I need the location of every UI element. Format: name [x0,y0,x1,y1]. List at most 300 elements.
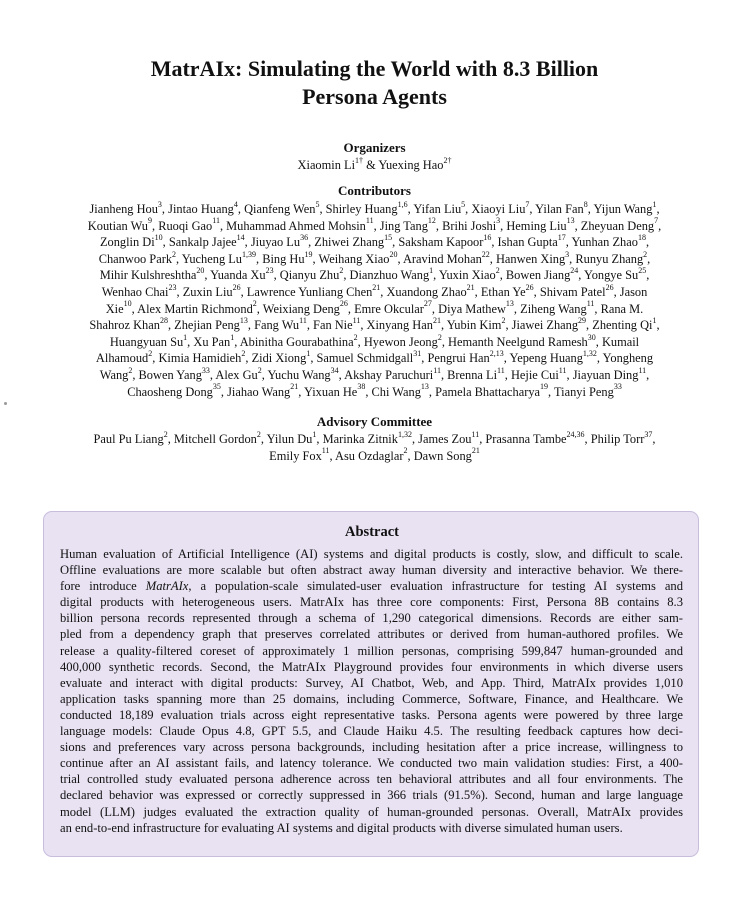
affiliation-mark: 21 [290,382,299,392]
author-name: Brenna Li [447,367,498,382]
author-name: Ziheng Wang [520,301,587,316]
affiliation-mark: 4 [233,199,238,209]
author-entry [554,382,622,399]
author-entry [280,268,344,282]
author-entry [173,429,261,446]
author-entry [584,268,646,282]
affiliation-mark: 13 [566,216,575,226]
affiliation-mark: 26 [232,282,241,292]
author-entry [254,318,307,332]
author-entry [498,235,566,249]
author-line: Zonglin Di$^{10}$, Sankalp Jajee$^{14}$, Jiuyao Lu$^{36}$, Zhiwei Zhang$^{15}$, Saksham Kapoor$^{16}$, Ishan Gupta$^{17}$, Yunhan Zhao$^{18}$, [99,233,650,250]
organizers-heading: Organizers [343,140,406,155]
affiliation-mark: 28 [159,316,168,326]
affiliation-mark: 21 [466,282,475,292]
contributors-list [42,201,707,400]
paper-title [60,55,689,111]
affiliation-mark: 11 [558,365,567,375]
author-name: Xu Pan [193,334,231,349]
author-entry [602,335,639,349]
affiliation-mark: 2 [353,332,358,342]
author-name: Shivam Patel [539,284,606,299]
author-entry [354,299,432,316]
affiliation-mark: 12 [427,216,436,226]
affiliation-mark: 11 [321,446,330,456]
author-name: Qianyu Zhu [279,268,340,283]
author-name: Zhenting Qi [592,318,653,333]
author-name: Jianheng Hou [89,202,158,216]
author-entry [252,351,311,365]
affiliation-mark: 27 [423,299,432,309]
author-name: Ishan Gupta [497,235,558,250]
author-line: Koutian Wu$^9$, Ruoqi Gao$^{11}$, Muhammad Ahmed Mohsin$^{11}$, Jing Tang$^{12}$, Brihi Joshi$^3$, Heming Liu$^{13}$, Zheyuan Deng$^7$, [87,216,662,233]
affiliation-mark: 19 [540,382,549,392]
author-name: Paul Pu Liang [93,432,164,446]
affiliation-mark: 2 [495,266,500,276]
affiliation-mark: 2 [163,429,168,439]
author-line: Jianheng Hou$^3$, Jintao Huang$^4$, Qianfeng Wen$^5$, Shirley Huang$^{1,6}$, Yifan Liu$^5$, Xiaoyi Liu$^7$, Yilan Fan$^8$, Yijun Wang$^1$, [89,199,660,216]
author-name: Jing Tang [379,218,428,233]
author-name: Dawn Song [413,448,472,463]
author-entry [471,199,530,216]
author-line: Alhamoud$^2$, Kimia Hamidieh$^2$, Zidi Xiong$^1$, Samuel Schmidgall$^{31}$, Pengrui Han$^{2,13}$, Yepeng Huang$^{1,32}$, Yongheng [95,349,654,366]
abstract-line: billion persona records represented through a schema of 1,290 categorical dimensions. Records are either sam- [60,611,683,626]
author-entry [267,365,339,382]
author-entry [210,268,273,282]
author-entry [158,216,220,233]
author-entry [572,365,647,382]
author-entry [137,299,257,316]
abstract-line: declared behavior was expressed or correctly suppressed in 366 trials (91.5%). Second, human and large language [60,788,683,803]
author-entry [318,249,398,266]
author-name: Philip Torr [590,432,645,446]
author-name: Emre Okcular [354,301,424,316]
author-entry [239,332,358,349]
author-name: Ethan Ye [480,284,526,299]
affiliation-mark: 5 [461,199,466,209]
author-name: Yuxin Xiao [438,268,496,283]
author-name: Hejie Cui [510,367,559,382]
author-entry [539,282,614,299]
affiliation-mark: 1 [183,332,188,342]
author-line: Wang$^2$, Bowen Yang$^{33}$, Alex Gu$^2$, Yuchu Wang$^{34}$, Akshay Paruchuri$^{11}$, Brenna Li$^{11}$, Hejie Cui$^{11}$, Jiayuan Ding$^{11}$, [99,365,650,382]
author-entry [495,249,570,266]
author-name: Jintao Huang [168,202,234,216]
author-entry [168,199,238,216]
affiliation-mark: 33 [613,382,622,392]
affiliation-mark: 24 [570,266,579,276]
author-entry [620,285,648,299]
abstract-line: digital products with heterogeneous users. MatrAIx has three core components: First, Persona 8B contains 8.3 [60,595,683,610]
affiliation-mark: 10 [154,233,163,243]
author-name: Chanwoo Park [98,251,173,266]
author-entry [182,282,241,299]
author-name: Zhiwei Zhang [314,235,385,250]
author-entry [181,249,256,266]
affiliation-mark: 1 [312,429,317,439]
author-name: Fan Nie [313,318,353,333]
author-name: Jiuyao Lu [250,235,301,250]
author-name: Yuexing Hao [378,158,444,172]
author-entry [314,235,392,249]
author-name: Chaosheng Dong [127,384,213,399]
author-entry [226,216,374,233]
author-entry [138,365,210,382]
author-name: Emily Fox [269,448,322,463]
author-entry [363,332,442,349]
author-name: Xuandong Zhao [386,284,467,299]
affiliation-mark: 1 [306,349,311,359]
author-entry [244,199,320,216]
author-name: Rana M. [600,301,644,316]
abstract-line: Offline evaluations are more scalable but often abstract away human diversity and interactive behavior. We there- [60,563,683,578]
affiliation-mark: 11 [586,299,595,309]
author-entry [413,446,480,463]
author-name: Asu Ozdaglar [335,448,404,463]
author-name: Hemanth Neelgund Ramesh [448,334,588,349]
author-name: Yijun Wang [593,202,653,216]
author-name: Aravind Mohan [402,251,482,266]
abstract-line: fore introduce MatrAIx, a population-scale simulated-user evaluation infrastructure for testing AI systems and [60,579,683,594]
author-name: Hanwen Xing [495,251,566,266]
author-name: Pamela Bhattacharya [435,384,541,399]
author-name: Diya Mathew [438,301,506,316]
author-name: Weixiang Deng [262,301,340,316]
author-name: Yubin Kim [446,318,502,333]
author-entry [262,249,313,266]
author-name: Heming Liu [506,218,567,233]
author-name: Samuel Schmidgall [316,351,414,366]
author-name: Brihi Joshi [442,218,497,233]
author-entry [174,318,248,332]
author-entry [447,318,506,332]
author-entry [99,365,133,382]
author-name: Saksham Kapoor [398,235,484,250]
author-name: Jiahao Wang [227,384,291,399]
author-entry [215,365,262,382]
author-name: Jiayuan Ding [572,367,639,382]
author-entry [438,299,514,316]
abstract-line: 400,000 synthetic records. Second, the MatrAIx Playground provides four environments in which diverse users [60,659,683,674]
affiliation-mark: 2 [437,332,442,342]
affiliation-mark: 11 [365,216,374,226]
author-name: Wang [99,367,129,382]
author-entry [593,199,657,216]
author-name: Kimia Hamidieh [158,351,242,366]
author-entry [367,318,441,332]
affiliation-mark: 17 [557,233,566,243]
affiliation-mark: 1 [652,199,657,209]
author-entry [371,382,429,399]
author-entry [158,351,245,365]
author-name: Zuxin Liu [182,284,233,299]
author-name: Mitchell Gordon [173,432,257,446]
affiliation-mark: 26 [525,282,534,292]
affiliation-mark: 11 [212,216,220,226]
affiliation-mark: 2 [148,349,153,359]
author-name: Runyu Zhang [575,251,644,266]
author-entry [251,235,308,249]
affiliation-mark: 2 [257,365,262,375]
author-entry [447,365,505,382]
author-name: Akshay Paruchuri [344,367,434,382]
author-entry [575,249,648,266]
affiliation-mark: 1,32 [582,349,597,359]
affiliation-mark: 37 [644,429,653,439]
abstract-line: trial controlled study evaluated persona adherence across ten behavioral attributes and all four environments. The [60,772,683,787]
affiliation-mark: 2 [501,316,506,326]
author-entry [322,429,412,446]
affiliation-mark: 18 [637,233,646,243]
affiliation-mark: 1 [429,266,434,276]
author-name: Alhamoud [95,351,149,366]
title-line-2: Persona Agents [302,84,447,109]
author-entry [402,249,490,266]
affiliation-mark: 11 [497,365,505,375]
author-name: Fang Wu [254,318,300,333]
affiliation-mark: 1 [652,316,657,326]
author-name: Zhejian Peng [174,318,240,333]
affiliation-mark: 8 [583,199,588,209]
author-entry [303,382,366,399]
affiliation-mark: 1,6 [397,199,408,209]
author-name: Xiaoyi Liu [471,202,526,216]
author-name: Yifan Liu [413,202,462,216]
author-name: Yucheng Lu [181,251,242,266]
author-entry [100,268,205,282]
author-entry [448,332,596,349]
affiliation-mark: 35 [212,382,221,392]
author-entry [350,268,434,282]
affiliation-mark: 11 [638,365,647,375]
author-line: Huangyuan Su$^1$, Xu Pan$^1$, Abinitha Gourabathina$^2$, Hyewon Jeong$^2$, Hemanth Neelgund Ramesh$^{30}$, Kumail [109,332,640,349]
author-name: Lawrence Yunliang Chen [246,284,373,299]
author-entry [169,235,245,249]
author-entry [193,332,235,349]
affiliation-mark: 16 [483,233,492,243]
affiliation-mark: 2 [172,249,177,259]
author-name: Sankalp Jajee [168,235,237,250]
author-line: Chanwoo Park$^2$, Yucheng Lu$^{1,39}$, Bing Hu$^{19}$, Weihang Xiao$^{20}$, Aravind Mohan$^{22}$, Hanwen Xing$^3$, Runyu Zhang$^2$, [98,249,651,266]
affiliation-mark: 13 [420,382,429,392]
affiliation-mark: 13 [505,299,514,309]
affiliation-mark: 23 [168,282,177,292]
affiliation-mark: 11 [352,316,361,326]
author-entry [262,299,348,316]
author-name: Koutian Wu [87,218,148,233]
author-name: Xinyang Han [366,318,433,333]
affiliation-mark: 3 [157,199,162,209]
author-name: Yuanda Xu [210,268,266,283]
author-entry [601,302,644,316]
author-line: Shahroz Khan$^{28}$, Zhejian Peng$^{13}$, Fang Wu$^{11}$, Fan Nie$^{11}$, Xinyang Han$^{21}$, Yubin Kim$^2$, Jiawei Zhang$^{29}$, Zhenting Qi$^1$, [89,316,660,333]
organizer-entry [297,155,364,172]
abstract-line: language models: Claude Opus 4.8, GPT 5.5, and Claude Haiku 4.5. The resulting feedback captures how deci- [60,724,683,739]
author-name: Marinka Zitnik [322,432,398,446]
author-entry [590,429,653,446]
author-entry [127,382,221,399]
author-entry [506,216,575,233]
affiliation-mark: 9 [147,216,152,226]
affiliation-mark: 2 [241,349,246,359]
author-name: Abinitha Gourabathina [239,334,354,349]
author-name: Bing Hu [262,251,305,266]
affiliation-mark: 2 [252,299,257,309]
advisory-list [42,431,707,464]
author-name: Zonglin Di [99,235,155,250]
abstract-line: sions and preferences vary across persona backgrounds, including hesitation after a price increase, willingness to [60,740,683,755]
affiliation-mark: 1† [355,155,364,165]
author-name: Yepeng Huang [509,351,583,366]
author-entry [398,235,491,249]
author-name: Yixuan He [303,384,358,399]
affiliation-mark: 23 [265,266,274,276]
author-line: Paul Pu Liang$^2$, Mitchell Gordon$^2$, Yilun Du$^1$, Marinka Zitnik$^{1,32}$, James Zou$^{11}$, Prasanna Tambe$^{24,36}$, Philip Torr$^{37}$, [93,429,656,446]
author-entry [325,199,408,216]
abstract-box [43,511,699,857]
author-name: Xiaomin Li [297,158,356,172]
author-name: Hyewon Jeong [363,334,438,349]
author-entry [506,268,578,282]
contributors-heading: Contributors [338,183,411,198]
margin-dot [4,402,7,405]
author-entry [93,429,168,446]
author-name: Pengrui Han [427,351,490,366]
author-name: Mihir Kulshreshtha [99,268,197,283]
abstract-line: release a quality-filtered coreset of approximately 1 million personas, comprising 599,847 human-grounded and [60,643,683,658]
author-line: Wenhao Chai$^{23}$, Zuxin Liu$^{26}$, Lawrence Yunliang Chen$^{21}$, Xuandong Zhao$^{21}$, Ethan Ye$^{26}$, Shivam Patel$^{26}$, Jason [101,282,648,299]
affiliation-mark: 22 [481,249,490,259]
affiliation-mark: 26 [339,299,348,309]
affiliation-mark: 2 [643,249,648,259]
author-entry [386,282,475,299]
author-entry [96,351,152,365]
affiliation-mark: 30 [587,332,596,342]
affiliation-mark: 11 [299,316,307,326]
author-entry [335,446,408,463]
affiliation-mark: 5 [315,199,320,209]
affiliation-mark: 2,13 [489,349,504,359]
affiliation-mark: 10 [123,299,132,309]
author-name: Yunhan Zhao [571,235,638,250]
author-name: Xie [105,301,124,316]
abstract-heading: Abstract [345,524,399,540]
affiliation-mark: 14 [236,233,245,243]
affiliation-mark: 21 [432,316,441,326]
author-entry [344,365,441,382]
author-name: Alex Martin Richmond [137,301,253,316]
abstract-line: evaluate and interact with digital products: Survey, AI Chatbot, Web, and App. Third, MatrAIx provides 1,010 [60,675,683,690]
author-entry [313,318,360,332]
affiliation-mark: 38 [357,382,366,392]
affiliation-mark: 11 [471,429,480,439]
author-entry [87,216,152,233]
author-entry [427,351,503,365]
affiliation-mark: 33 [201,365,210,375]
author-entry [266,429,317,446]
author-line: Mihir Kulshreshtha$^{20}$, Yuanda Xu$^{23}$, Qianyu Zhu$^2$, Dianzhuo Wang$^1$, Yuxin Xiao$^2$, Bowen Jiang$^{24}$, Yongye Su$^{25}$, [99,266,650,283]
affiliation-mark: 2 [128,365,133,375]
author-line: Chaosheng Dong$^{35}$, Jiahao Wang$^{21}$, Yixuan He$^{38}$, Chi Wang$^{13}$, Pamela Bhattacharya$^{19}$, Tianyi Peng$^{33}$ [127,382,622,399]
author-entry [603,351,653,365]
affiliation-mark: 1 [230,332,235,342]
author-entry [89,318,168,332]
affiliation-mark: 20 [196,266,205,276]
affiliation-mark: 26 [605,282,614,292]
author-entry [535,199,588,216]
author-entry [509,351,596,365]
affiliation-mark: 2† [443,155,452,165]
affiliation-mark: 7 [654,216,659,226]
author-name: Weihang Xiao [318,251,390,266]
author-name: Dianzhuo Wang [349,268,430,283]
author-name: Yuchu Wang [267,367,331,382]
author-name: Yongye Su [584,268,639,283]
title-line-1: MatrAIx: Simulating the World with 8.3 Billion [150,56,599,81]
affiliation-mark: 1,32 [397,429,412,439]
abstract-text [60,546,683,836]
affiliation-mark: 3 [565,249,570,259]
author-line: Xie$^{10}$, Alex Martin Richmond$^2$, Weixiang Deng$^{26}$, Emre Okcular$^{27}$, Diya Mathew$^{13}$, Ziheng Wang$^{11}$, Rana M. [105,299,644,316]
author-name: Shirley Huang [325,202,398,216]
author-entry [98,249,177,266]
affiliation-mark: 34 [330,365,339,375]
author-entry [572,235,646,249]
author-name: Prasanna Tambe [485,432,567,446]
author-name: Yilun Du [266,432,313,446]
affiliation-mark: 29 [578,316,587,326]
affiliation-mark: 2 [256,429,261,439]
affiliation-mark: 20 [389,249,398,259]
affiliation-mark: 25 [638,266,647,276]
author-name: Muhammad Ahmed Mohsin [226,218,366,233]
author-name: Bowen Jiang [505,268,571,283]
abstract-line: conducted 18,189 evaluation trials across eight representative tasks. Persona agents were powered by three large [60,707,683,722]
author-name: Alex Gu [215,367,258,382]
affiliation-mark: 3 [496,216,501,226]
affiliation-mark: 24,36 [566,429,585,439]
affiliation-mark: 2 [403,446,408,456]
affiliation-mark: 21 [372,282,381,292]
author-entry [485,429,585,446]
author-name: Jason [619,284,648,299]
author-name: Huangyuan Su [109,334,184,349]
author-name: Chi Wang [371,384,421,399]
advisory-heading: Advisory Committee [316,414,433,429]
author-entry [580,216,659,233]
author-entry [592,318,656,332]
author-entry [105,299,132,316]
affiliation-mark: 19 [304,249,313,259]
author-entry [418,429,480,446]
author-name: Bowen Yang [138,367,202,382]
affiliation-mark: 31 [413,349,422,359]
author-name: Zidi Xiong [251,351,307,366]
author-entry [246,282,381,299]
author-name: Jiawei Zhang [511,318,579,333]
author-entry [512,318,586,332]
author-entry [269,446,330,463]
abstract-line: application tasks spanning more than 25 domains, including Commerce, Software, Finance, and Healthcare. We [60,691,683,706]
author-name: Yilan Fan [535,202,584,216]
affiliation-mark: 15 [384,233,393,243]
author-entry [89,199,162,216]
author-name: Ruoqi Gao [158,218,213,233]
abstract-line: continue after an AI assistant fails, and latency tolerance. We conducted two main validation studies: First, a 400- [60,756,683,771]
author-entry [480,282,534,299]
author-entry [100,235,163,249]
author-name: Kumail [601,334,640,349]
